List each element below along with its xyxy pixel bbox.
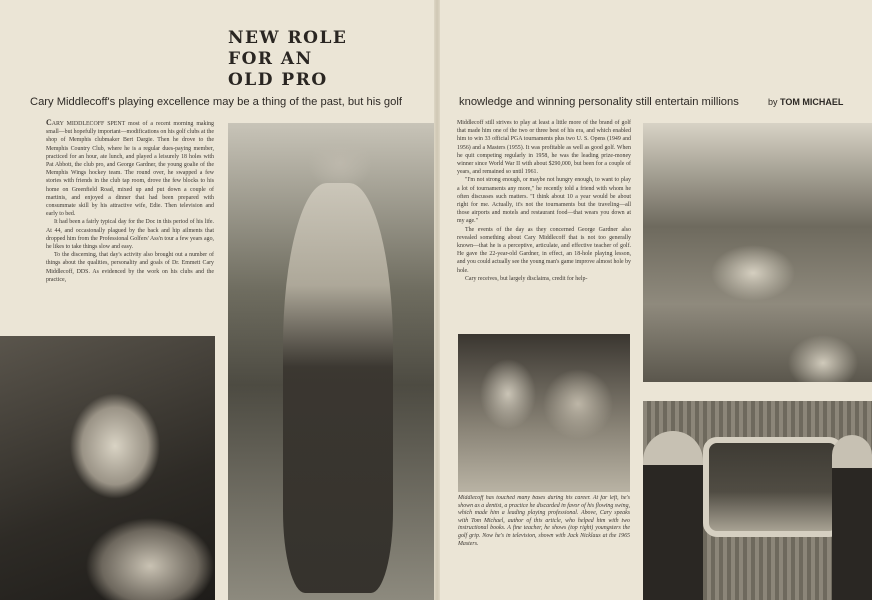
page-gutter [434, 0, 440, 600]
paragraph: The events of the day as they concerned George Gardner also revealed something about Cary Middlecoff that is not too generally known—that he is a perceptive, articulate, and effective teacher of golf. He gave the 22-year-old Gardner, in effect, an 18-hole playing lesson, and you could actually see the young man's game improve almost hole by hole. [457, 226, 631, 274]
paragraph: It had been a fairly typical day for the Doc in this period of his life. At 44, and occasionally plagued by the back and hip ailments that dropped him from the Professional Golfers' Ass'n tour a few years ago, he likes to take things slow and easy. [46, 219, 214, 251]
golfer-figure [283, 183, 393, 593]
photo-golfer-swing [228, 123, 434, 600]
paragraph: "I'm not strong enough, or maybe not hungry enough, to want to play a lot of tournaments any more," he recently told a friend with whom he often discusses such matters. "I think about 10 a year would be about right for me. Actually, it's not the tournaments but the traveling—all those airports and motels and restaurant food—that wears you down at my age." [457, 177, 631, 225]
photo-dentist [0, 336, 215, 600]
drop-cap: C [46, 119, 52, 127]
lead-text: ARY MIDDLECOFF SPENT most of a recent morning making small—but hopefully important—modifications on his golf clubs at the shop of Memphis clubmaker Bert Dargie. Then he drove to the Memphis Country Club, where he is a regular dues-paying member, practiced for an hour, ate lunch, and played a leisurely 18 holes with Pat Abbott, the club pro, and George Gardner, the young goalie of the Memphis Wings hockey team. The round over, he swapped a few stories with friends in the club tap room, drove the few blocks to his home on Greenfield Road, mixed up and put down a couple of martinis, and enjoyed a dinner that had been prepared with consummate skill by his attractive wife, Edie. Then television and early to bed. [46, 121, 214, 218]
paragraph: Cary receives, but largely disclaims, credit for help- [465, 275, 588, 282]
host-figure-left [643, 431, 703, 600]
lead-paragraph [46, 119, 214, 218]
byline [768, 97, 843, 107]
title-line-2: FOR AN [228, 49, 313, 69]
paragraph: Middlecoff still strives to play at least a little more of the brand of golf that made him one of the two or three best of his era, and which enabled him to win 33 official PGA tournaments plus two U. S. Opens (1949 and 1956) and a Masters (1955). It was profitable as well as good golf. When he quit competing regularly in 1958, he was the leading prize-money winner since World War II with about $290,000, but been for a couple of years, and remained so until 1961. [457, 120, 631, 176]
host-figure-right [832, 435, 872, 600]
photo-interview [458, 334, 630, 492]
deck-right: knowledge and winning personality still entertain millions [459, 96, 739, 108]
tv-screen [703, 437, 843, 537]
body-column-1 [46, 119, 214, 331]
byline-name: TOM MICHAEL [780, 97, 844, 107]
title-line-3: OLD PRO [228, 70, 328, 90]
photo-television-studio [643, 401, 872, 600]
article-title [228, 28, 418, 91]
photo-caption: Middlecoff has touched many bases during his career. At far left, he's shown as a dentist, a practice he discarded in favor of his flowing swing, which made him a leading playing professional. Above, Cary speaks with Tom Michael, author of this article, who helped him with two instructional books. A fine teacher, he shows (top right) youngsters the golf grip. Now he's in television, shown with Jack Nicklaus at the 1965 Masters. [458, 495, 630, 547]
byline-by: by [768, 97, 778, 107]
deck-left: Cary Middlecoff's playing excellence may be a thing of the past, but his golf [30, 96, 402, 108]
title-line-1: NEW ROLE [228, 28, 348, 48]
paragraph: To the discerning, that day's activity also brought out a number of things about the qualities, personality and goals of Dr. Emmett Cary Middlecoff, DDS. As evidenced by the work on his clubs and the practice, [46, 252, 214, 283]
photo-youngsters-lesson [643, 123, 872, 382]
body-column-2 [457, 119, 631, 331]
